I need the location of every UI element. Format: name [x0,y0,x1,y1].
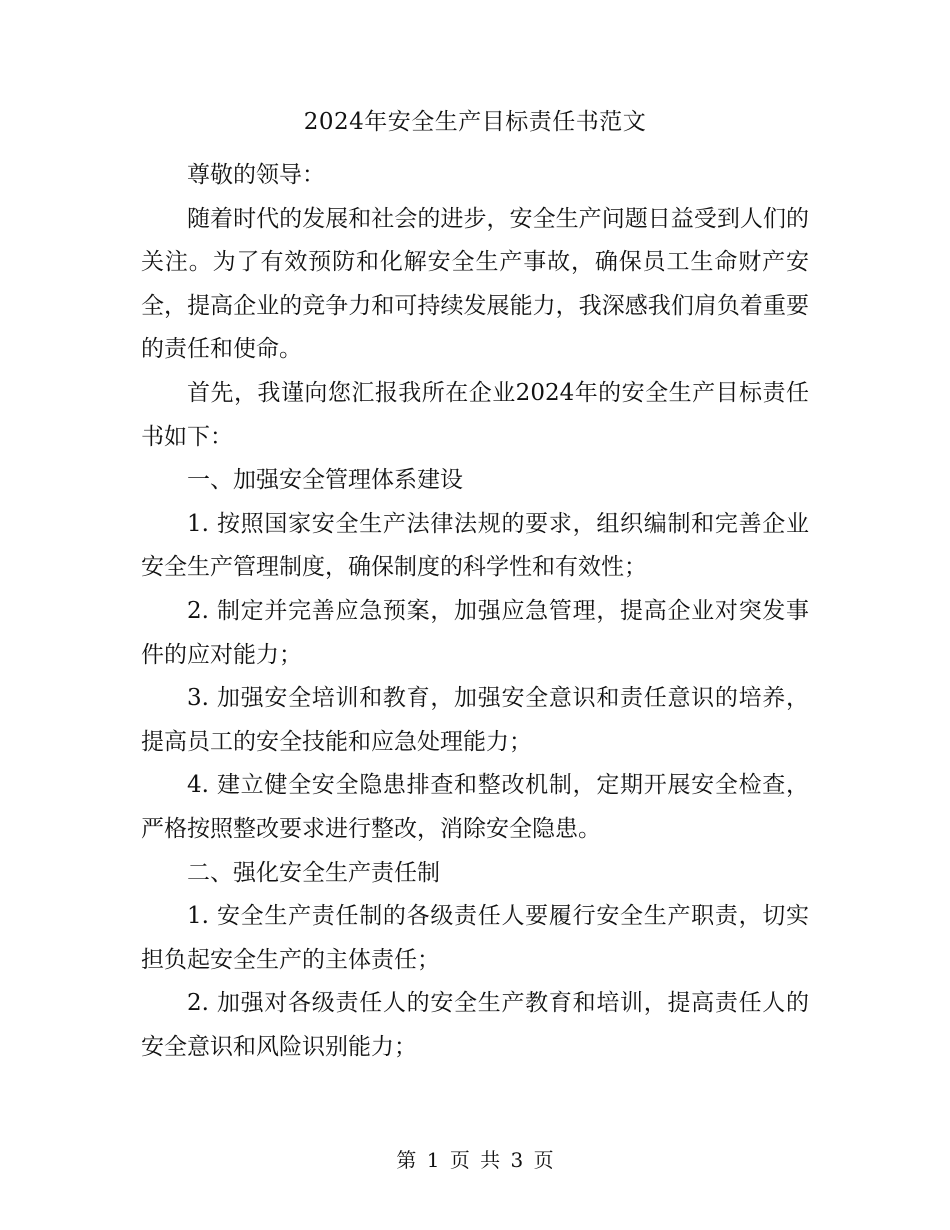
document-body [141,154,809,1069]
section-heading-2: 二、强化安全生产责任制 [187,859,440,886]
report-paragraph: 首先，我谨向您汇报我所在企业2024年的安全生产目标责任书如下： [141,379,809,450]
document-title: 2024年安全生产目标责任书范文 [303,109,647,135]
list-item-2-2: 2. 加强对各级责任人的安全生产教育和培训，提高责任人的安全意识和风险识别能力； [141,990,809,1060]
salutation-paragraph: 尊敬的领导： [187,162,325,188]
intro-paragraph: 随着时代的发展和社会的进步，安全生产问题日益受到人们的关注。为了有效预防和化解安全生产事故，确保员工生命财产安全，提高企业的竞争力和可持续发展能力，我深感我们肩负着重要的责任和使命。 [141,205,809,363]
list-item-1-2: 2. 制定并完善应急预案，加强应急管理，提高企业对突发事件的应对能力； [141,597,809,668]
list-item-1-3: 3. 加强安全培训和教育，加强安全意识和责任意识的培养，提高员工的安全技能和应急处理能力； [141,685,809,755]
section-heading-1: 一、加强安全管理体系建设 [187,467,463,494]
page-number-footer: 第 1 页 共 3 页 [396,1148,554,1172]
list-item-1-4: 4. 建立健全安全隐患排查和整改机制，定期开展安全检查，严格按照整改要求进行整改，消除安全隐患。 [141,772,809,842]
list-item-2-1: 1. 安全生产责任制的各级责任人要履行安全生产职责，切实担负起安全生产的主体责任； [141,903,809,973]
list-item-1-1: 1. 按照国家安全生产法律法规的要求，组织编制和完善企业安全生产管理制度，确保制度的科学性和有效性； [141,510,809,581]
